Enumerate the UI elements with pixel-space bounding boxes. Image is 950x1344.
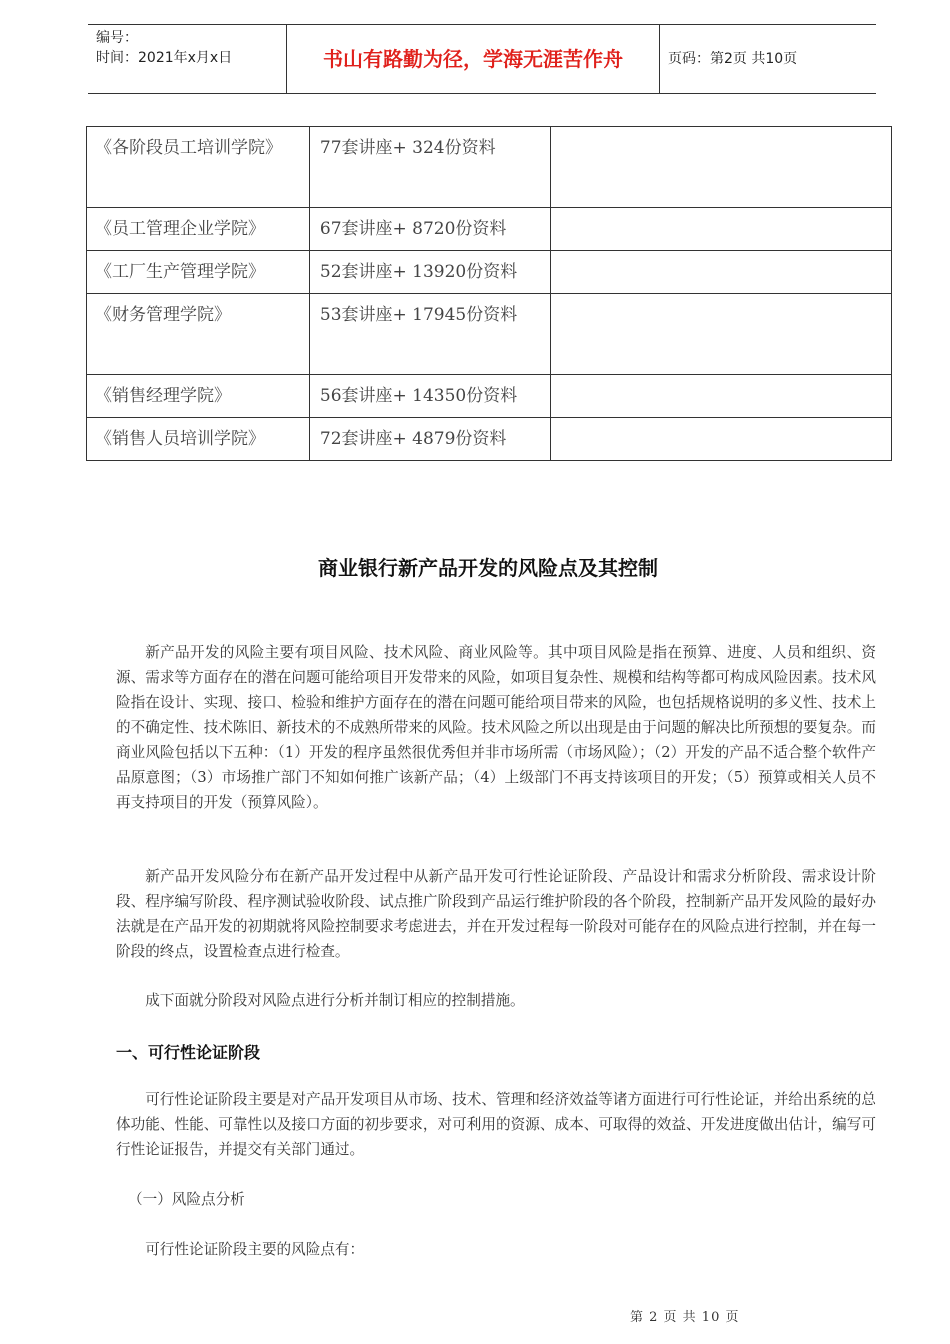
table-cell-content: 67套讲座+ 8720份资料 xyxy=(309,208,550,251)
document-time-label: 时间：2021年x月x日 xyxy=(96,50,233,66)
table-cell-note xyxy=(550,208,891,251)
table-cell-name: 《财务管理学院》 xyxy=(87,294,310,375)
table-cell-name: 《销售人员培训学院》 xyxy=(87,418,310,461)
subsection-heading-risk-analysis: （一）风险点分析 xyxy=(128,1191,245,1208)
table-cell-note xyxy=(550,127,891,208)
article-paragraph-intro-analysis: 成下面就分阶段对风险点进行分析并制订相应的控制措施。 xyxy=(145,992,525,1009)
table-cell-note xyxy=(550,375,891,418)
table-cell-content: 52套讲座+ 13920份资料 xyxy=(309,251,550,294)
table-cell-note xyxy=(550,418,891,461)
page-header xyxy=(88,24,876,94)
table-row xyxy=(87,418,892,461)
article-paragraph-risk-points: 可行性论证阶段主要的风险点有： xyxy=(145,1241,365,1258)
table-cell-name: 《员工管理企业学院》 xyxy=(87,208,310,251)
table-cell-content: 53套讲座+ 17945份资料 xyxy=(309,294,550,375)
document-number-label: 编号： xyxy=(96,30,138,46)
section-heading-feasibility: 一、可行性论证阶段 xyxy=(116,1043,261,1062)
article-paragraph-risk-distribution: 新产品开发风险分布在新产品开发过程中从新产品开发可行性论证阶段、产品设计和需求分析阶段、需求设计阶段、程序编写阶段、程序测试验收阶段、试点推广阶段到产品运行维护阶段的各个阶段，控制新产品开发风险的最好办法就是在产品开发的初期就将风险控制要求考虑进去，并在开发过程每一阶段对可能存在的风险点进行控制，并在每一阶段的终点，设置检查点进行检查。 xyxy=(116,868,876,960)
table-cell-name: 《工厂生产管理学院》 xyxy=(87,251,310,294)
page-footer: 第 2 页 共 10 页 xyxy=(630,1310,740,1325)
table-row xyxy=(87,208,892,251)
table-row xyxy=(87,127,892,208)
course-table xyxy=(86,126,892,461)
table-row xyxy=(87,294,892,375)
table-row xyxy=(87,251,892,294)
header-page-info: 页码：第2页 共10页 xyxy=(668,51,798,67)
table-cell-note xyxy=(550,251,891,294)
article-paragraph-risk-types: 新产品开发的风险主要有项目风险、技术风险、商业风险等。其中项目风险是指在预算、进度、人员和组织、资源、需求等方面存在的潜在问题可能给项目开发带来的风险，如项目复杂性、规模和结构等都可构成风险因素。技术风险指在设计、实现、接口、检验和维护方面存在的潜在问题可能给项目带来的风险，也包括规格说明的多义性、技术上的不确定性、技术陈旧、新技术的不成熟所带来的风险。技术风险之所以出现是由于问题的解决比所预想的要复杂。而商业风险包括以下五种：（1）开发的程序虽然很优秀但并非市场所需（市场风险）；（2）开发的产品不适合整个软件产品原意图；（3）市场推广部门不知如何推广该新产品；（4）上级部门不再支持该项目的开发；（5）预算或相关人员不再支持项目的开发（预算风险）。 xyxy=(116,644,876,811)
article-title: 商业银行新产品开发的风险点及其控制 xyxy=(318,556,658,580)
article-paragraph-feasibility: 可行性论证阶段主要是对产品开发项目从市场、技术、管理和经济效益等诸方面进行可行性论证，并给出系统的总体功能、性能、可靠性以及接口方面的初步要求，对可利用的资源、成本、可取得的效益、开发进度做出估计，编写可行性论证报告，并提交有关部门通过。 xyxy=(116,1091,876,1158)
table-cell-name: 《各阶段员工培训学院》 xyxy=(87,127,310,208)
header-meta xyxy=(88,25,286,93)
header-motto: 书山有路勤为径，学海无涯苦作舟 xyxy=(286,25,660,93)
table-cell-content: 72套讲座+ 4879份资料 xyxy=(309,418,550,461)
table-cell-note xyxy=(550,294,891,375)
table-cell-content: 77套讲座+ 324份资料 xyxy=(309,127,550,208)
table-cell-content: 56套讲座+ 14350份资料 xyxy=(309,375,550,418)
table-row xyxy=(87,375,892,418)
table-cell-name: 《销售经理学院》 xyxy=(87,375,310,418)
